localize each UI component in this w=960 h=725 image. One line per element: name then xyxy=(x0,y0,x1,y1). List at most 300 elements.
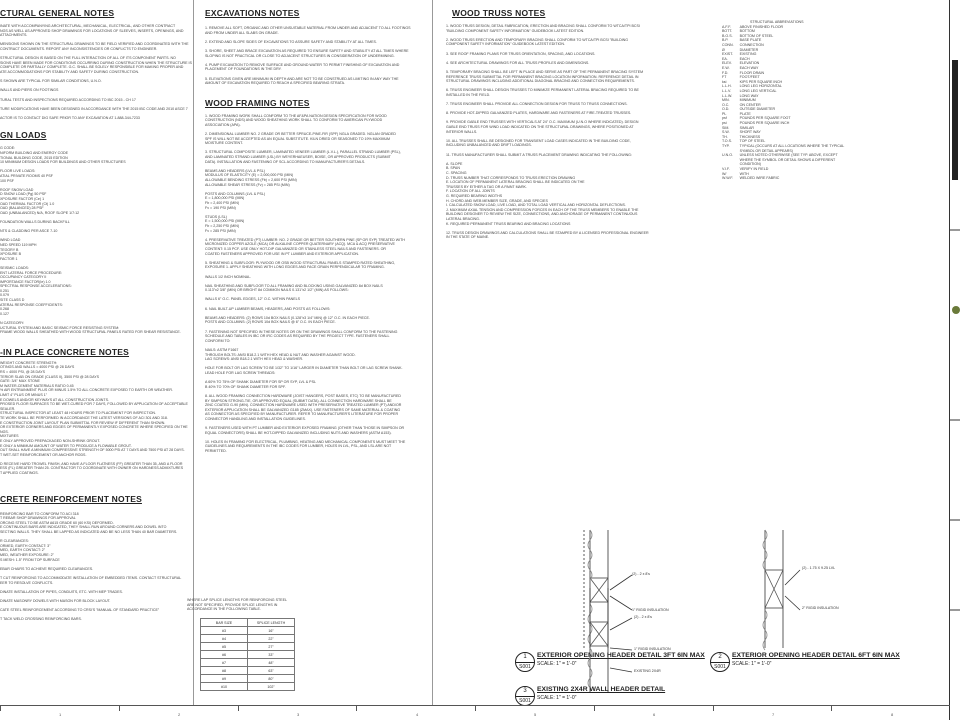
abbreviations-table xyxy=(722,25,850,181)
note-line: SIONS HAVE BEEN MADE FOR CONDITIONS OCCURRING DURING CONSTRUCTION WHEN THE STRUCTURE IS xyxy=(0,60,192,65)
note-line: T WET-SET REINFORCEMENT OR ANCHOR RODS. xyxy=(0,452,87,457)
note-line: WALLS 6" O.C. PANEL EDGES, 12" O.C. WITHIN PANELS xyxy=(205,297,301,302)
note-line: THROUGH BOLTS: ANSI B18.2.1 WITH HEX HEAD & NUT AND WASHER AGAINST WOOD. xyxy=(205,352,356,357)
note-line: 0.113"x2 3/8" (MIN) OR BRIGHT 8d COMMON NAILS 0.131"x2 1/2" (MIN) AS FOLLOWS: xyxy=(205,288,349,293)
note-line: 1. WOOD TRUSS DESIGN, DETAIL FABRICATION, ERECTION AND BRACING SHALL CONFORM TO WTCA/TPI BCSI xyxy=(446,24,640,28)
note-line: F. LOCATION OF ALL JOINTS xyxy=(446,189,495,194)
splice-cell: BAR SIZE xyxy=(201,619,248,627)
abbreviation-cell: U.N.O. xyxy=(722,153,733,158)
note-line: TE WORK SHALL BE PERFORMED IN ACCORDANCE THE LATEST VERSIONS OF ACI 301 AND 318. xyxy=(0,415,168,420)
grid-tick xyxy=(119,706,120,711)
note-line: FACTOR 1 xyxy=(0,256,18,261)
abbreviation-cell: VERIFY IN FIELD xyxy=(739,167,769,171)
note-line: WALLS 1/2 INCH NOMINAL. xyxy=(205,274,252,279)
note-line: EQUAL CONNECTORS) SHALL BE HOT-DIPPED GALVANIZED INCLUDING NUTS AND WASHERS (ASTM A153). xyxy=(205,430,392,435)
note-line: BY SIMPSON STRONG-TIE, OR APPROVED EQUAL (SUBMIT DATA). ALL CONNECTION HARDWARE SHALL BE xyxy=(205,398,392,403)
note-line: TERIOR SLAB ON GRADE (CLASS II), 3500 PSI @ 28 DAYS xyxy=(0,374,100,379)
note-line: MIXTURES xyxy=(0,434,19,439)
general-notes-list xyxy=(0,24,190,120)
column-excavation-framing xyxy=(187,8,425,720)
abbreviation-cell: WHERE THE SYMBOL OR DETAIL SHOWS A DIFFERENT xyxy=(739,157,836,162)
note-line: ATTACHMENTS. xyxy=(0,33,28,38)
note-line: SPF IS WILL NOT BE ACCEPTED AS AN EQUAL SUBSTITUTE. KILN DRIED OR SEASONED TO 19% MAXIMUM xyxy=(205,136,391,141)
detail-3-callout-b: 1" RIGID INSULATION xyxy=(634,647,671,651)
abbreviation-cell: KIPS PER SQUARE INCH xyxy=(739,79,783,84)
title-block-strip xyxy=(949,0,960,720)
splice-row xyxy=(201,659,295,667)
detail-1-title: EXTERIOR OPENING HEADER DETAIL 3FT 6IN MAX xyxy=(537,652,705,659)
note-line: COMPLETE OR PARTIALLY COMPLETE. G.C. SHALL BE SOLELY RESPONSIBLE FOR MAKING PROPER AND xyxy=(0,65,184,70)
note-line: IN THE STATE OF MAINE. xyxy=(446,235,490,240)
note-line: B 40% TO 70% OF SHANK DIAMETER FOR SPF. xyxy=(205,384,286,389)
abbreviation-cell: EACH WAY xyxy=(739,65,759,70)
abbreviation-cell: SHORT WAY xyxy=(739,130,761,135)
note-line: AS CONNECTOR AS SPECIFIED BY MANUFACTURER. REFER TO MANUFACTURER'S LITERATURE FOR PROPER xyxy=(205,412,399,417)
note-line: N CATEGORY: xyxy=(0,321,25,326)
splice-cell: 27" xyxy=(248,643,295,651)
note-line: H. CHORD AND WEB MEMBER SIZE, GRADE, AND SPECIES xyxy=(446,198,548,203)
grid-label: 2 xyxy=(178,712,181,717)
abbreviation-cell: SIMILAR xyxy=(739,125,754,130)
note-line: A 60% TO 75% OF SHANK DIAMETER FOR SP OR SYP, LVL & PSL xyxy=(205,380,316,385)
excavation-notes-list xyxy=(205,26,425,86)
note-line: OAD THERMAL FACTOR (Ct) 1.0 xyxy=(0,201,55,206)
note-line: STRUCTURAL DESIGN IS BASED ON THE FULL INTERACTION OF ALL OF ITS COMPONENT PARTS. NO xyxy=(0,56,176,61)
note-line: E CONSTRUCTION JOINT LAYOUT PLAN SUBMITTAL FOR REVIEW IF DIFFERENT THAN SHOWN. xyxy=(0,420,166,425)
note-line: ALLOWABLE BENDING STRESS (Fb) = 2,600 PSI (MIN) xyxy=(205,178,297,183)
abbreviation-cell: WITH xyxy=(739,171,749,176)
abbreviation-cell: PL xyxy=(722,111,727,116)
note-line: SEALER. xyxy=(0,406,16,411)
note-line: GUIDELINES AND REQUIREMENTS IN THE IBC CODES FOR LUMBER, HOLES IN LVL, PSL, AND LSL ARE NOT xyxy=(205,444,392,449)
note-line: 3. STRUCTURAL COMPOSITE LUMBER, LAMINATED VENEER LUMBER (L.V.L.), PARALLEL STRAND LUMBER (PSL), xyxy=(205,150,401,155)
note-line: 0.127 xyxy=(0,311,9,316)
note-line: COATED FASTENERS APPROVED FOR USE IN PT LUMBER AND EXTERIOR APPLICATION. xyxy=(205,251,359,256)
note-line: PROSED FLOOR SURFACES TO BE WET-CURED FOR 7 DAYS, FOLLOWED BY APPLICATION OF ACCEPTABLE xyxy=(0,402,188,407)
abbreviation-cell: O.C. xyxy=(722,102,730,107)
note-line: C. SPACING xyxy=(446,171,467,175)
note-line: POSTS AND COLUMNS (LVL & PSL) xyxy=(205,191,266,196)
note-line: OUT SHALL HAVE A MINIMUM COMPRESSIVE STRENGTH OF 5000 PSI AT 7 DAYS AND 7500 PSI AT 28 DAYS. xyxy=(0,448,185,453)
note-line: T CUT REINFORCING TO ACCOMMODATE INSTALLATION OF EMBEDDED ITEMS. CONTACT STRUCTURAL xyxy=(0,575,182,580)
note-line: GABLE END TRUSS FOR WIND LOAD INDICATED ON THE STRUCTURAL DRAWINGS, WHERE POSITIONED AT xyxy=(446,125,634,130)
note-line: 0.251 xyxy=(0,288,9,293)
note-line: AND LAMINATED STRAND LUMBER (LSL) BY WEYERHAEUSER, BOISE, OR APPROVED PRODUCTS (SUBMIT xyxy=(205,155,391,160)
note-line: FLOOR LIVE LOADS: xyxy=(0,169,36,174)
note-line: K. REQUIRED PERMANENT TRUSS BEARING AND BRACING LOCATIONS xyxy=(446,221,571,226)
splice-cell: #6 xyxy=(201,651,248,659)
abbreviation-cell: WELDED WIRE FABRIC xyxy=(739,176,780,181)
note-line: 4. SEE ARCHITECTURAL DRAWINGS FOR ALL TRUSS PROFILES AND DIMENSIONS. xyxy=(446,60,590,65)
abbreviation-cell: OUTSIDE DIAMETER xyxy=(739,107,776,112)
abbreviation-cell: CONDITION) xyxy=(739,162,761,167)
note-line: ASSOCIATION (APA). xyxy=(205,122,241,127)
detail-2-callout-a: (2) - 1.75 X 9.25 LVL xyxy=(802,566,836,570)
note-line: LATERAL BRACING. xyxy=(446,216,480,221)
note-line: OAD (BALANCED) 28 PSF xyxy=(0,206,44,211)
note-line: 5. TEMPORARY BRACING SHALL BE LEFT IN PLACE AND SERVE AS PART OF THE PERMANENT BRACING SYSTEM xyxy=(446,69,644,74)
note-line: ROOF SNOW LOAD xyxy=(0,187,34,192)
grid-label: 7 xyxy=(772,712,775,717)
wood-framing-list xyxy=(205,114,425,454)
note-line: STUDS (LSL) xyxy=(205,214,227,219)
abbreviation-cell: POUNDS PER SQUARE FOOT xyxy=(739,116,791,121)
splice-row xyxy=(201,683,295,691)
note-line: ZINC COATED G-90 (MIN). CONNECTION HARDWARE USED WITH PRESERVATIVE TREATED LUMBER (PT) AND/OR xyxy=(205,403,402,408)
note-line: CONFORM TO: xyxy=(205,338,231,343)
note-line: PLACEMENT OF FOUNDATIONS IN THE DRY. xyxy=(205,67,282,72)
note-line: E = 1,500,000 PSI (MIN) xyxy=(205,219,245,224)
note-line: T REBAR SHOP DRAWINGS FOR APPROVAL xyxy=(0,516,76,521)
abbreviation-cell: B.O.S. xyxy=(722,33,733,38)
note-line: 2. DIMENSIONAL LUMBER NO. 2 GRADE OR BETTER SPRUCE-PINE-FIR (SPF) NGLA GRADED. NGLAN GRADED xyxy=(205,132,396,137)
note-line: 11. TRUSS MANUFACTURER SHALL SUBMIT A TRUSS PLACEMENT DRAWING INDICATING THE FOLLOWING: xyxy=(446,152,632,157)
note-line: 7. TRUSS ENGINEER SHALL PROVIDE ALL CONNECTION DESIGN FOR TRUSS TO TRUSS CONNECTIONS. xyxy=(446,102,628,107)
splice-cell: 63" xyxy=(248,667,295,675)
abbreviation-cell: ON CENTER xyxy=(739,102,761,107)
note-line: R CLEARANCES: xyxy=(0,539,29,544)
note-line: MOISTURE CONTENT. xyxy=(205,141,243,146)
concrete-notes-heading: -IN PLACE CONCRETE NOTES xyxy=(0,346,130,357)
note-line: DATA). INSTALLATION AND FASTENING OF SCL ACCORDING TO MANUFACTURER'S DETAILS. xyxy=(205,159,366,164)
abbreviation-cell: TH. xyxy=(722,134,728,139)
note-line: 8. PROVIDE HOT-DIPPED GALVANIZED PLATES, HARDWARE AND FASTENERS AT FIRE-TREATED TRUSSES. xyxy=(446,111,632,116)
note-line: REFERENCE TRUSS SUBMITTAL FOR PERMANENT BRACING LOCATION INFORMATION. REFERENCE DETAIL IN xyxy=(446,74,639,79)
detail-2-callout-b: 2" RIGID INSULATION xyxy=(802,606,839,610)
splice-row xyxy=(201,667,295,675)
abbreviation-cell: B.P. xyxy=(722,38,729,43)
note-line: WIND LOAD xyxy=(0,238,21,243)
note-line: LEAD HOLE FOR LAG SCREW THREADS: xyxy=(205,370,276,375)
splice-cell: #8 xyxy=(201,667,248,675)
detail-3-callout-c: EXISTING 2X4R xyxy=(634,669,661,673)
note-line: STRUCTURAL DRAWINGS INCLUDING ADDITIONAL DIAGONAL BRACING AND CONNECTION REQUIREMENTS. xyxy=(446,79,635,84)
abbreviation-cell: psi xyxy=(722,121,727,126)
abbreviation-cell: SYMBOL OR DETAIL APPEARS) xyxy=(739,148,793,153)
concrete-notes-list xyxy=(0,361,190,476)
note-line: 9. PROVIDE GABLE END TRUSSES WITH VERTICALS AT 24" O.C. MAXIMUM (U.N.O WHERE INDICATED). DESIGN xyxy=(446,120,639,125)
note-line: WEIGHT CONCRETE STRENGTH: xyxy=(0,360,58,365)
splice-intro xyxy=(187,598,287,612)
note-line: AMOUNT OF EXCAVATION REQUIRED TO REACH A SPECIFIED BEARING STRATA. xyxy=(205,81,346,86)
abbreviation-cell: CONN. xyxy=(722,42,734,47)
note-line: ORCING STEEL TO BE ASTM A615 GRADE 60 (60 KSI) DEFORMED. xyxy=(0,520,114,525)
abbreviation-cell: EXISTING xyxy=(739,52,757,57)
splice-cell: #7 xyxy=(201,659,248,667)
sheet-grid-strip xyxy=(0,705,950,720)
abbreviation-cell: LONG LEG VERTICAL xyxy=(739,88,777,93)
abbreviation-cell: MINIMUM xyxy=(739,98,756,103)
abbreviation-cell: S.W. xyxy=(722,130,730,135)
abbreviation-cell: LONG LEG HORIZONTAL xyxy=(739,84,782,89)
note-line: EBAR CHAIRS TO ACHIEVE REQUIRED CLEARANCES. xyxy=(0,566,94,571)
grid-label: 1 xyxy=(59,712,62,717)
note-line: ACTOR IS TO CONTACT DIG SAFE PRIOR TO ANY EXCAVATION AT 1-888-344-7233 xyxy=(0,115,140,120)
note-line: IMPORTANCE FACTOR(Ie) 1.0 xyxy=(0,279,51,284)
note-line: 10 MINIMUM DESIGN LOADS FOR BUILDINGS AND OTHER STRUCTURES xyxy=(0,160,126,165)
splice-cell: 80" xyxy=(248,675,295,683)
wood-truss-list xyxy=(446,24,700,240)
note-line: GATE: 3/4" MAX STONE xyxy=(0,379,40,384)
note-line: LAG SCREWS: ANSI B18.2.1 WITH HEX HEAD & WASHER. xyxy=(205,357,304,362)
abbreviation-cell: THICKNESS xyxy=(739,134,761,139)
note-line: FRAME WOOD WALLS SHEATHED WITH WOOD STRUCTURAL PANELS RATED FOR SHEAR RESISTANCE. xyxy=(0,330,181,335)
detail-3-callout-a: (2) - 2 x 8's xyxy=(634,615,652,619)
note-line: PERMITTED. xyxy=(205,449,227,454)
abbreviation-cell: PLATE xyxy=(739,111,751,116)
note-line: LIMIT 4" PLUS OR MINUS 1" xyxy=(0,392,48,397)
note-line: OR EXTERIOR CORNERS AND EDGES OF PERMANENTLY EXPOSED CONCRETE WHERE SPECIFIED ON THE xyxy=(0,425,188,430)
abbreviation-cell: E.W. xyxy=(722,65,730,70)
splice-cell: #10 xyxy=(201,683,248,691)
note-line: 3. SHORE, SHEET AND BRACE EXCAVATION AS REQUIRED TO ENSURE SAFETY AND STABILITY AT ALL TIMES WHERE xyxy=(205,48,409,53)
note-line: T APPLIED COATINGS. xyxy=(0,471,39,476)
note-line: REINFORCING BAR TO CONFORM TO ACI 318 xyxy=(0,511,79,516)
abbreviation-cell: LONG WAY xyxy=(739,93,759,98)
note-line: OTINGS AND WALLS = 4000 PSI @ 28 DAYS xyxy=(0,365,75,370)
note-line: E ONLY A MINIMUM AMOUNT OF WATER TO PRODUCE A FLOWABLE GROUT. xyxy=(0,443,132,448)
note-line: ARE NOT SPECIFIED, PROVIDE SPLICE LENGTHS IN xyxy=(187,602,278,607)
grid-label: 5 xyxy=(534,712,537,717)
note-line: SECTING WALLS. THEY SHALL BE LAPPED AS INDICATED AND BE NO LESS THAN 40 BAR DIAMETERS. xyxy=(0,530,178,535)
note-line: STRUCTURAL INSPECTOR AT LEAST 48 HOURS PRIOR TO PLACEMENT FOR INSPECTION. xyxy=(0,411,156,416)
note-line: Fv = 285 PSI (MIN) xyxy=(205,228,236,233)
splice-cell: #5 xyxy=(201,643,248,651)
note-line: A. SLOPE xyxy=(446,161,463,166)
abbreviation-cell: BOTTOM OF STEEL xyxy=(739,33,774,38)
splice-cell: #4 xyxy=(201,635,248,643)
note-line: NGS AS WELL AS APPROVED SHOP DRAWINGS FOR LOCATIONS OF SLEEVES, INSERTS, OPENINGS, AND xyxy=(0,28,184,33)
note-line: INCLUDING UNBALANCED AND DRIFT LOADINGS. xyxy=(446,143,532,148)
note-line: MENSIONS SHOWN ON THE STRUCTURAL DRAWINGS TO BE FIELD VERIFIED AND COORDINATED WITH THE xyxy=(0,42,189,47)
grid-label: 4 xyxy=(416,712,419,717)
note-line: CATE STEEL REINFORCEMENT ACCORDING TO CRSI'S "MANUAL OF STANDARD PRACTICE" xyxy=(0,608,160,613)
note-line: RS = 4000 PSI, @ 28 DAYS xyxy=(0,370,46,374)
note-line: HOLE FOR BOLT OR LAG SCREW TO BE 1/32" TO 1/16" LARGER IN DIAMETER THAN BOLT OR LAG SCREW SHANK. xyxy=(205,366,403,371)
detail-1-callout-b: 1" RIGID INSULATION xyxy=(632,608,669,612)
rebar-notes-heading: CRETE REINFORCEMENT NOTES xyxy=(0,493,142,504)
detail-3-marker: 3 S001 xyxy=(515,686,535,706)
note-line: D. TRUSS NUMBER THAT CORRESPONDS TO TRUSS ERECTION DRAWING xyxy=(446,175,576,180)
detail-2-drawing xyxy=(740,530,880,650)
column-divider xyxy=(432,0,433,706)
note-line: AND FROM UNDER ALL SLABS ON GRADE. xyxy=(205,30,279,35)
abbreviation-cell: DIAMETER xyxy=(739,47,759,52)
note-line: SCHEDULE AND TABLES IN IBC OR IRC CODES AS REQUIRED BY THE PROJECT TYPE. FASTENERS SHALL xyxy=(205,334,390,339)
abbreviations-block xyxy=(722,20,850,181)
note-line: COMPONENT SAFETY INFORMATION" GUIDEBOOK LATEST EDITION. xyxy=(446,42,565,47)
note-line: 2. EXTEND AND SLOPE SIDES OF EXCAVATIONS TO ASSURE SAFETY AND STABILITY AT ALL TIMES. xyxy=(205,39,377,44)
note-line: 3. SEE ROOF FRAMING PLANS FOR TRUSS ORIENTATION, SPACING, AND LOCATIONS. xyxy=(446,51,596,56)
note-line: OCCUPANCY CATEGORY II xyxy=(0,275,47,280)
note-line: INATE WITH ACCOMPANYING ARCHITECTURAL, MECHANICAL, ELECTRICAL, AND OTHER CONTRACT xyxy=(0,24,176,28)
note-line: MED, EARTH CONTACT: 2" xyxy=(0,548,46,553)
note-line: NAILS: ASTM F1667 xyxy=(205,348,239,352)
note-line: WALLS AND PIERS ON FOOTINGS xyxy=(0,88,59,93)
note-line: UCTURAL SYSTEM AND BASIC SEISMIC FORCE RESISTING SYSTEM: xyxy=(0,325,120,330)
note-line: TEGORY B xyxy=(0,247,19,252)
note-line: SITE CLASS D xyxy=(0,298,25,303)
note-line: E. LOCATION OF PERMANENT LATERAL BRACING SHALL BE INDICATED ON THE xyxy=(446,180,585,185)
splice-header-row xyxy=(201,619,295,627)
abbreviation-cell: W/ xyxy=(722,171,727,176)
abbreviation-cell: FLOOR DRAIN xyxy=(739,70,765,75)
note-line: 10. HOLES IN FRAMING FOR ELECTRICAL, PLUMBING, HEATING AND MECHANICAL COMPONENTS MUST MEET THE xyxy=(205,439,406,444)
note-line: INSTALLED IN THE FIELD. xyxy=(446,92,491,97)
note-line: NAIL SHEATHING AND SUBFLOOR TO ALL FRAMING AND BLOCKING USING GALVANIZED 8d BOX NAILS xyxy=(205,283,383,288)
note-line: E DOWELS AND/OR KEYWAYS AT ALL CONSTRUCTION JOINTS. xyxy=(0,397,109,402)
design-loads-heading: GN LOADS xyxy=(0,130,47,141)
detail-2-title: EXTERIOR OPENING HEADER DETAIL 6FT 6IN MAX xyxy=(732,652,900,659)
detail-2-marker: 2 S001 xyxy=(710,652,730,672)
note-line: TURE MODIFICATIONS HAVE BEEN DESIGNED IN ACCORDANCE WITH THE 2015 IBC CODE AND 2010 ASCE 7 xyxy=(0,106,188,111)
note-line: SEISMIC LOADS: xyxy=(0,265,29,270)
grid-tick xyxy=(713,706,714,711)
note-line: CONTRACT DOCUMENTS. REPORT ANY INCONSISTENCIES OR CONFLICTS TO ENGINEER. xyxy=(0,46,158,51)
detail-2-scale: SCALE: 1" = 1'-0" xyxy=(732,661,772,667)
abbreviation-cell: EXIST. xyxy=(722,52,733,57)
note-line: S MESH: 1.5" FROM TOP SURFACE xyxy=(0,557,60,562)
note-line: 1. REMOVE ALL SOFT, ORGANIC AND OTHER UNSUITABLE MATERIAL FROM UNDER AND ADJACENT TO ALL FOOTINGS xyxy=(205,26,411,30)
splice-row xyxy=(201,651,295,659)
detail-1-callout-a: (2) - 2 x 8's xyxy=(632,572,650,576)
note-line: 0.079 xyxy=(0,293,9,298)
grid-tick xyxy=(831,706,832,711)
abbreviation-cell: L.L.H. xyxy=(722,84,732,89)
note-line: 5. ELEVATIONS GIVEN ARE MINIMUM IN DEPTH AND ARE NOT TO BE CONSTRUED AS LIMITING IN ANY WAY THE xyxy=(205,76,399,81)
grid-tick xyxy=(356,706,357,711)
abbreviation-cell: ABOVE FINISHED FLOOR xyxy=(739,24,784,29)
splice-row xyxy=(201,635,295,643)
note-line: TRUSSES BY EITHER A TAG OR A PAINT MARK. xyxy=(446,184,527,189)
note-line: ALLOWABLE SHEAR STRESS (Fv) = 285 PSI (MIN) xyxy=(205,182,290,187)
detail-3-title: EXISTING 2X4R WALL HEADER DETAIL xyxy=(537,686,666,693)
note-line: 9. FASTENERS USED WITH PT LUMBER AND EXTERIOR EXPOSED FRAMING (OTHER THAN THOSE IN SIMPSON OR xyxy=(205,426,405,431)
note-line: 6. TRUSS ENGINEER SHALL DESIGN TRUSSES TO MINIMIZE PERMANENT LATERAL BRACING REQUIRED TO BE xyxy=(446,88,639,93)
detail-3-drawing-body xyxy=(560,500,561,501)
note-line: INTERIOR WALLS. xyxy=(446,129,478,134)
abbreviation-cell: psf xyxy=(722,116,727,121)
splice-cell: SPLICE LENGTH xyxy=(248,619,295,627)
abbreviation-cell: L.L.W. xyxy=(722,93,733,98)
note-line: G CODE: xyxy=(0,146,16,151)
splice-cell: #3 xyxy=(201,627,248,635)
note-line: 12. TRUSS DESIGN DRAWINGS AND CALCULATIONS SHALL BE STAMPED BY A LICENSED PROFESSIONAL ENGINEER xyxy=(446,230,649,235)
note-line: ACCORDANCE IN THE FOLLOWING TABLE. xyxy=(187,607,261,612)
abbreviation-row xyxy=(722,176,850,181)
splice-cell: 48" xyxy=(248,659,295,667)
abbreviation-cell: ksi xyxy=(722,79,727,84)
detail-3-wall-sketch xyxy=(560,588,700,698)
note-line: Fv = 190 PSI (MIN) xyxy=(205,205,236,210)
excavation-notes-heading: EXCAVATIONS NOTES xyxy=(205,8,300,18)
splice-cell: 22" xyxy=(248,635,295,643)
grid-label: 8 xyxy=(891,712,894,717)
note-line: BEAMS AND HEADERS: (2) ROWS 10d BOX NAILS (0.128"x3 1/4" MIN) @ 12" O.C. IN EACH PIECE. xyxy=(205,315,370,320)
note-line: SLOPING IS NOT PRACTICAL OR CLOSE TO ADJACENT STRUCTURES IN CONSIDERATION OF UNDERMINING. xyxy=(205,53,395,58)
note-line: OAD (UNBALANCED) N/A, ROOF SLOPE 1/7:12 xyxy=(0,210,80,215)
splice-cell: #9 xyxy=(201,675,248,683)
note-line: Fb = 2,250 PSI (MIN) xyxy=(205,223,240,228)
splice-cell: 102" xyxy=(248,683,295,691)
note-line: S SHOWN ARE TYPICAL FOR SIMILAR CONDITIONS, U.N.O. xyxy=(0,79,102,84)
note-line: XPOSURE B xyxy=(0,252,21,257)
note-line: SPECTRAL RESPONSE ACCELERATIONS: xyxy=(0,284,72,289)
design-loads-list xyxy=(0,146,190,334)
note-line: DINATE INSTALLATION OF PIPES, CONDUITS, ETC. WITH MEP TRADES. xyxy=(0,589,123,594)
note-line: ORMED, EARTH CONTACT: 3" xyxy=(0,543,51,548)
note-line: MICRONIZED COPPER AZOLE (MCA) OR ALKALINE COPPER QUATERNARY (ACQ). MCA & ACQ PRESERVATIVE xyxy=(205,242,395,247)
note-line: 0.268 xyxy=(0,307,9,312)
splice-cell: 33" xyxy=(248,651,295,659)
general-notes-heading: CTURAL GENERAL NOTES xyxy=(0,8,115,18)
note-line: ENT LATERAL FORCE PROCEDURE: xyxy=(0,270,63,275)
note-line: FOUNDATION WALLS DURING BACKFILL xyxy=(0,219,70,224)
note-line: Fb = 2,400 PSI (MIN) xyxy=(205,201,240,205)
abbreviation-cell: BOTT. xyxy=(722,29,733,34)
note-line: TIONAL BUILDING CODE, 2015 EDITION xyxy=(0,155,68,160)
note-line: ATERAL RESPONSE COEFFICIENTS: xyxy=(0,302,63,307)
abbreviation-cell: L.L.V. xyxy=(722,88,732,93)
wood-framing-heading: WOOD FRAMING NOTES xyxy=(205,97,310,108)
note-line: POSTS AND COLUMNS: (2) ROWS 10d BOX NAILS @ 6" O.C. IN EACH PIECE. xyxy=(205,320,336,325)
abbreviation-cell: TYPICAL (OCCURS AT ALL LOCATIONS WHERE THE TYPICAL xyxy=(739,144,845,149)
grid-label: 6 xyxy=(653,712,656,717)
splice-table xyxy=(200,618,295,691)
abbreviation-cell: FT xyxy=(722,75,727,80)
wood-truss-heading: WOOD TRUSS NOTES xyxy=(452,8,546,18)
note-line: CONNECTOR HANDLING AND INSTALLATION GUIDELINES. xyxy=(205,416,306,421)
abbreviation-cell: FOOT/FEET xyxy=(739,75,760,80)
note-line: MODULUS OF ELASTICITY (E) = 2,000,000 PSI (MIN) xyxy=(205,173,294,178)
note-line: 100 PSF xyxy=(0,178,14,183)
abbreviation-cell: F.D. xyxy=(722,70,729,75)
note-line: NGS. xyxy=(0,429,9,434)
detail-1-scale: SCALE: 1" = 1'-0" xyxy=(537,661,577,667)
note-line: 1. WOOD FRAMING WORK SHALL CONFORM TO THE AF&PA NATION DESIGN SPECIFICATION FOR WOOD xyxy=(205,113,387,118)
abbreviation-cell: CONNECTION xyxy=(739,42,764,47)
grid-tick xyxy=(475,706,476,711)
note-line: 10. ALL TRUSSES SHALL BE DESIGNED FOR TRANSIENT LOAD CASES INDICATED IN THE BUILDING CODE, xyxy=(446,138,631,143)
abbreviation-cell: ELEVATION xyxy=(739,61,760,66)
abbreviation-cell: MIN. xyxy=(722,98,730,103)
note-line: ATIAL PRIVATE ROOMS 40 PSF xyxy=(0,174,53,179)
note-line: 8. ALL WOOD FRAMING CONNECTION HARDWARE (JOIST HANGERS, POST BASES, ETC) TO BE MANUFACTURED xyxy=(205,393,401,398)
note-line: NED SPEED 119 MPH xyxy=(0,242,37,247)
abbreviation-cell: POUNDS PER SQUARE INCH xyxy=(739,121,790,126)
abbreviation-cell: W.W.F. xyxy=(722,176,734,181)
abbreviations-title: STRUCTURAL ABBREVIATIONS xyxy=(750,20,804,24)
abbreviation-cell: EA. xyxy=(722,56,728,61)
abbreviation-cell: UNLESS NOTED OTHERWISE (SEE TYP. ABOVE, EXCEPT xyxy=(739,153,838,158)
abbreviation-cell: BASE PLATE xyxy=(739,38,762,43)
note-line: M WATER-CEMENT MATERIALS RATIO 0.45 xyxy=(0,383,74,388)
splice-row xyxy=(201,643,295,651)
note-line: WHERE LAP SPLICE LENGTHS FOR REINFORCING STEEL xyxy=(187,598,287,602)
note-line: CONSTRUCTION (NDS) AND WOOD SHEATHING WORK SHALL TO CONFORM TO AMERICAN PLYWOOD xyxy=(205,118,383,123)
note-line: B. SPAN xyxy=(446,166,460,171)
note-line: E CONTINUOUS BARS ARE INDICATED, THEY SHALL RUN AROUND CORNERS AND DOWEL INTO xyxy=(0,525,167,530)
note-line: BUILDING DESIGNER TO REVIEW THE SIZE, CONNECTIONS, AND ANCHORAGE OF PERMANENT CONTINUOUS xyxy=(446,212,638,217)
abbreviation-cell: SIM. xyxy=(722,125,730,130)
note-line: 5. SHEATHING & SUBFLOOR: PLYWOOD OR OSB WOOD STRUCTURAL PANELS STAMPED RATED SHEATHING, xyxy=(205,260,396,265)
detail-1-marker: 1 S001 xyxy=(515,652,535,672)
note-line: EXTERIOR APPLICATION SHALL BE GALVANIZED G185 (ZMAX). USE FASTENERS OF SAME MATERIAL & COATING xyxy=(205,407,401,412)
note-line: ESS (FL) GREATER THAN 25. CONTRACTOR TO COORDINATE WITH OWNER ON HARDNESS ADMIXTURES xyxy=(0,466,184,471)
note-line: BEAMS AND HEADERS (LVL & PSL) xyxy=(205,168,265,173)
note-line: NTS & CLADDING PER ASCE 7-10 xyxy=(0,229,58,234)
note-line: T TACK WELD CROSSING REINFORCING BARS. xyxy=(0,617,82,622)
